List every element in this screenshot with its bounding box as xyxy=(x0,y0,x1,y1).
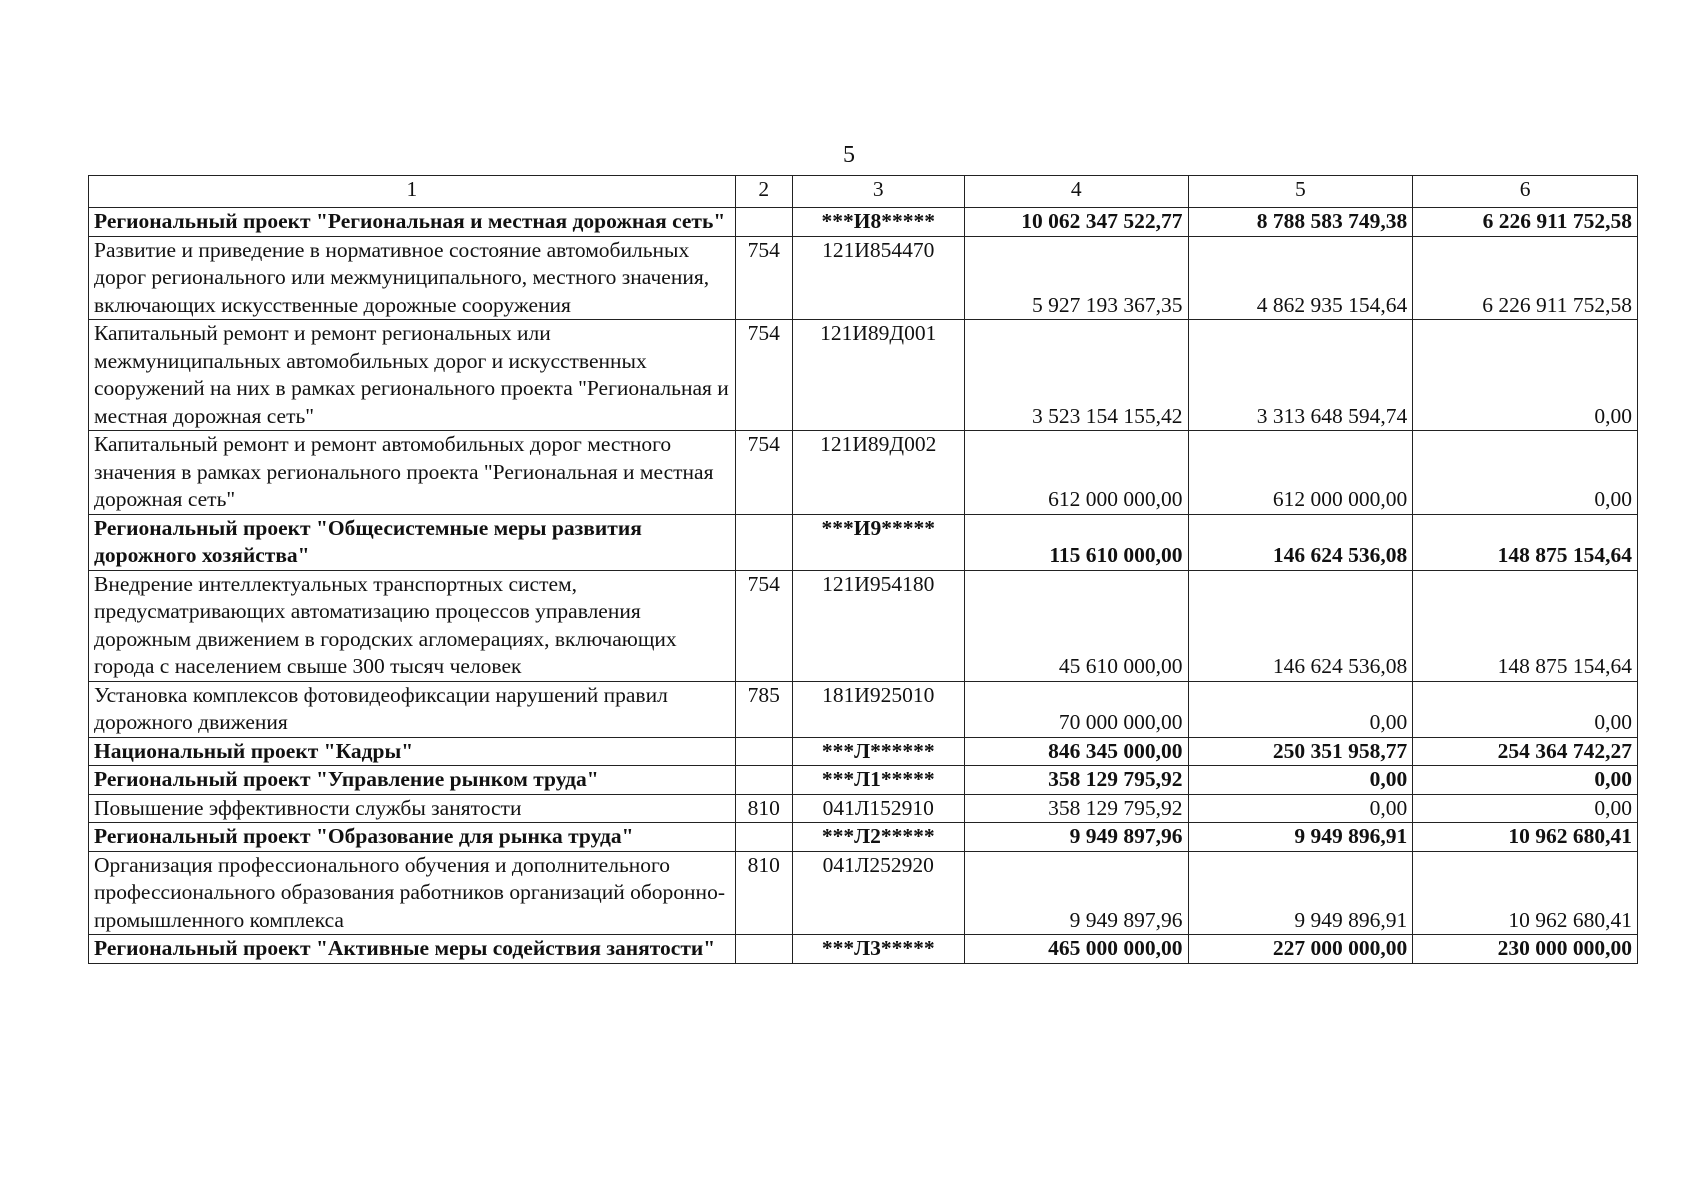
row-value-col5: 4 862 935 154,64 xyxy=(1188,236,1413,320)
row-name-cell: Установка комплексов фотовидеофиксации нарушений правил дорожного движения xyxy=(89,681,736,737)
table-row xyxy=(89,681,1638,737)
project-row xyxy=(89,823,1638,852)
row-name-cell: Региональный проект "Региональная и местная дорожная сеть" xyxy=(89,208,736,237)
row-code-cell: ***Л1***** xyxy=(792,766,964,795)
row-grbs-cell xyxy=(735,766,792,795)
row-grbs-cell xyxy=(735,208,792,237)
header-col-2: 2 xyxy=(735,176,792,208)
table-row xyxy=(89,851,1638,935)
row-name-cell: Региональный проект "Управление рынком труда" xyxy=(89,766,736,795)
row-grbs-cell: 754 xyxy=(735,570,792,681)
row-code-cell: ***Л3***** xyxy=(792,935,964,964)
row-name-cell: Региональный проект "Активные меры содействия занятости" xyxy=(89,935,736,964)
row-value-col5: 146 624 536,08 xyxy=(1188,514,1413,570)
row-value-col6: 230 000 000,00 xyxy=(1413,935,1638,964)
page-number: 5 xyxy=(843,142,855,168)
row-value-col4: 358 129 795,92 xyxy=(964,794,1188,823)
header-row xyxy=(89,176,1638,208)
row-value-col6: 6 226 911 752,58 xyxy=(1413,236,1638,320)
row-grbs-cell: 785 xyxy=(735,681,792,737)
row-value-col4: 3 523 154 155,42 xyxy=(964,320,1188,431)
header-col-1: 1 xyxy=(89,176,736,208)
row-value-col5: 250 351 958,77 xyxy=(1188,737,1413,766)
row-name-cell: Региональный проект "Образование для рынка труда" xyxy=(89,823,736,852)
row-code-cell: ***И9***** xyxy=(792,514,964,570)
row-value-col4: 45 610 000,00 xyxy=(964,570,1188,681)
row-value-col4: 9 949 897,96 xyxy=(964,823,1188,852)
row-value-col6: 0,00 xyxy=(1413,320,1638,431)
row-grbs-cell: 810 xyxy=(735,851,792,935)
row-value-col4: 612 000 000,00 xyxy=(964,431,1188,515)
row-code-cell: 121И854470 xyxy=(792,236,964,320)
row-value-col6: 254 364 742,27 xyxy=(1413,737,1638,766)
table-row xyxy=(89,431,1638,515)
table-row xyxy=(89,320,1638,431)
row-value-col6: 148 875 154,64 xyxy=(1413,514,1638,570)
row-name-cell: Капитальный ремонт и ремонт региональных или межмуниципальных автомобильных дорог и искусственных сооружений на них в рамках регионального проекта "Региональная и местная дорожная сеть" xyxy=(89,320,736,431)
project-row xyxy=(89,208,1638,237)
row-value-col4: 465 000 000,00 xyxy=(964,935,1188,964)
row-value-col4: 10 062 347 522,77 xyxy=(964,208,1188,237)
row-code-cell: 121И89Д001 xyxy=(792,320,964,431)
row-value-col6: 0,00 xyxy=(1413,766,1638,795)
project-row xyxy=(89,737,1638,766)
header-col-3: 3 xyxy=(792,176,964,208)
table-row xyxy=(89,236,1638,320)
row-value-col5: 146 624 536,08 xyxy=(1188,570,1413,681)
row-grbs-cell: 810 xyxy=(735,794,792,823)
row-value-col5: 9 949 896,91 xyxy=(1188,851,1413,935)
row-name-cell: Развитие и приведение в нормативное состояние автомобильных дорог регионального или межмуниципального, местного значения, включающих искусственные дорожные сооружения xyxy=(89,236,736,320)
row-value-col6: 0,00 xyxy=(1413,431,1638,515)
row-name-cell: Повышение эффективности службы занятости xyxy=(89,794,736,823)
row-value-col4: 115 610 000,00 xyxy=(964,514,1188,570)
row-name-cell: Внедрение интеллектуальных транспортных систем, предусматривающих автоматизацию процессов управления дорожным движением в городских агломерациях, включающих города с населением свыше 300 тысяч человек xyxy=(89,570,736,681)
row-value-col5: 0,00 xyxy=(1188,766,1413,795)
row-value-col6: 10 962 680,41 xyxy=(1413,823,1638,852)
row-code-cell: ***И8***** xyxy=(792,208,964,237)
row-value-col5: 227 000 000,00 xyxy=(1188,935,1413,964)
row-value-col4: 846 345 000,00 xyxy=(964,737,1188,766)
row-value-col4: 70 000 000,00 xyxy=(964,681,1188,737)
header-col-4: 4 xyxy=(964,176,1188,208)
row-value-col6: 0,00 xyxy=(1413,794,1638,823)
row-value-col5: 8 788 583 749,38 xyxy=(1188,208,1413,237)
row-grbs-cell xyxy=(735,823,792,852)
row-grbs-cell: 754 xyxy=(735,236,792,320)
row-value-col4: 358 129 795,92 xyxy=(964,766,1188,795)
row-value-col5: 3 313 648 594,74 xyxy=(1188,320,1413,431)
row-value-col6: 10 962 680,41 xyxy=(1413,851,1638,935)
row-value-col4: 5 927 193 367,35 xyxy=(964,236,1188,320)
row-code-cell: ***Л****** xyxy=(792,737,964,766)
row-grbs-cell xyxy=(735,514,792,570)
project-row xyxy=(89,514,1638,570)
row-value-col5: 9 949 896,91 xyxy=(1188,823,1413,852)
header-col-6: 6 xyxy=(1413,176,1638,208)
row-code-cell: 041Л252920 xyxy=(792,851,964,935)
project-row xyxy=(89,935,1638,964)
row-name-cell: Организация профессионального обучения и дополнительного профессионального образования работников организаций оборонно-промышленного комплекса xyxy=(89,851,736,935)
budget-table xyxy=(88,175,1638,964)
row-value-col6: 148 875 154,64 xyxy=(1413,570,1638,681)
row-code-cell: 121И954180 xyxy=(792,570,964,681)
project-row xyxy=(89,766,1638,795)
header-col-5: 5 xyxy=(1188,176,1413,208)
row-value-col5: 0,00 xyxy=(1188,681,1413,737)
row-code-cell: ***Л2***** xyxy=(792,823,964,852)
row-value-col6: 6 226 911 752,58 xyxy=(1413,208,1638,237)
row-code-cell: 121И89Д002 xyxy=(792,431,964,515)
row-name-cell: Региональный проект "Общесистемные меры развития дорожного хозяйства" xyxy=(89,514,736,570)
row-code-cell: 181И925010 xyxy=(792,681,964,737)
table-row xyxy=(89,570,1638,681)
table-row xyxy=(89,794,1638,823)
row-grbs-cell xyxy=(735,935,792,964)
row-name-cell: Капитальный ремонт и ремонт автомобильных дорог местного значения в рамках регионального проекта "Региональная и местная дорожная сеть" xyxy=(89,431,736,515)
row-grbs-cell xyxy=(735,737,792,766)
row-value-col5: 0,00 xyxy=(1188,794,1413,823)
table-body xyxy=(89,208,1638,964)
row-grbs-cell: 754 xyxy=(735,431,792,515)
row-value-col4: 9 949 897,96 xyxy=(964,851,1188,935)
row-grbs-cell: 754 xyxy=(735,320,792,431)
row-code-cell: 041Л152910 xyxy=(792,794,964,823)
row-value-col5: 612 000 000,00 xyxy=(1188,431,1413,515)
row-value-col6: 0,00 xyxy=(1413,681,1638,737)
row-name-cell: Национальный проект "Кадры" xyxy=(89,737,736,766)
